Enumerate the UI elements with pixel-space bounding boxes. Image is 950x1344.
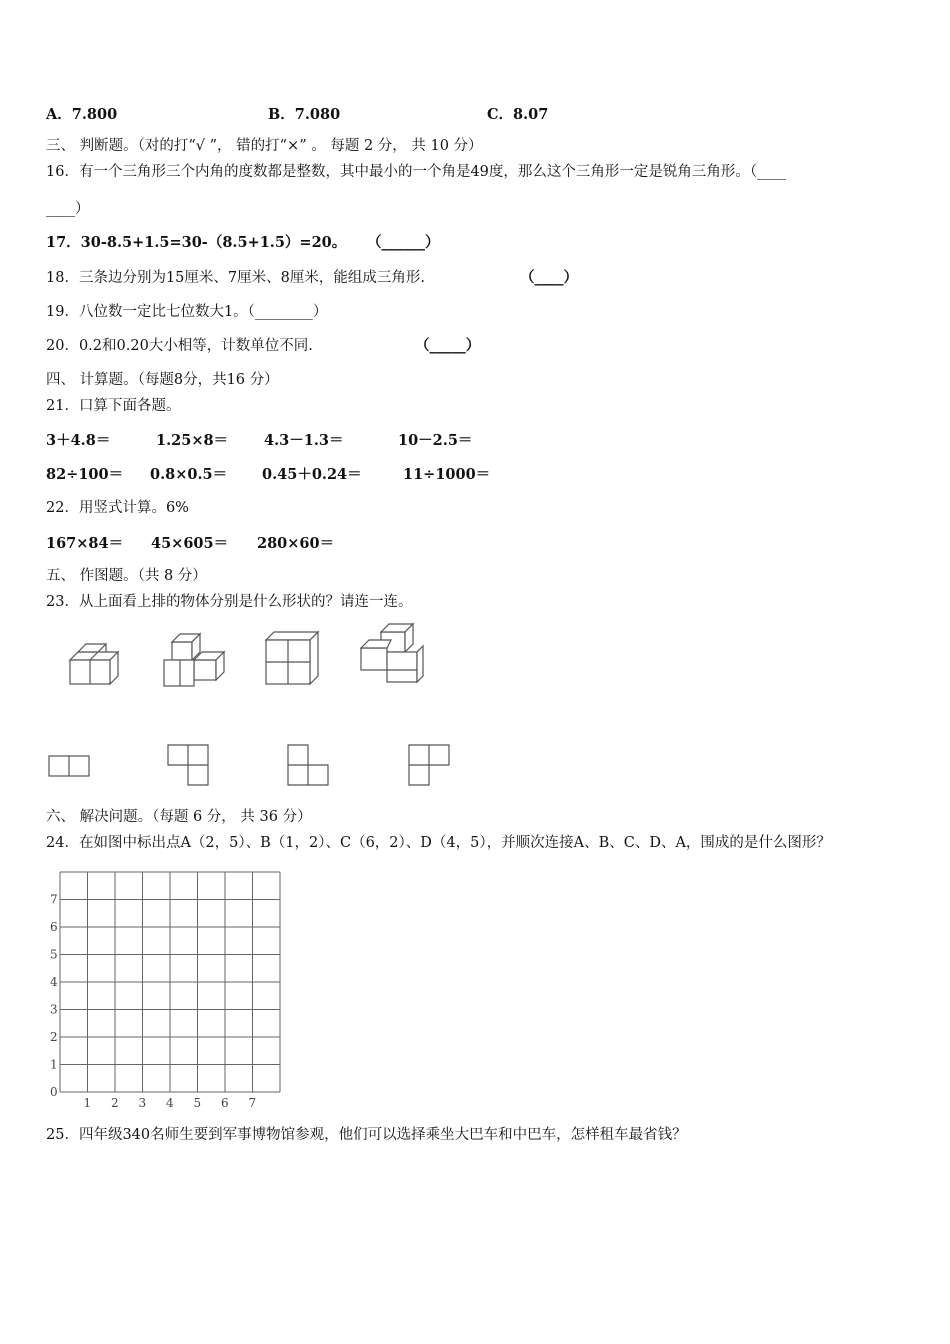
- question-23: 23．从上面看上排的物体分别是什么形状的？请连一连。: [46, 594, 413, 610]
- grid-y-label: 6: [50, 920, 58, 934]
- section-5-title: 五、 作图题。（共 8 分）: [46, 568, 207, 584]
- grid-x-label: 2: [111, 1096, 119, 1110]
- calc-item: 0.8×0.5＝: [150, 466, 228, 483]
- coordinate-grid: [40, 862, 290, 1112]
- grid-y-label: 3: [50, 1002, 58, 1017]
- grid-x-label: 3: [138, 1096, 147, 1110]
- calc-item: 167×84＝: [46, 535, 124, 552]
- grid-y-label: 4: [50, 975, 58, 989]
- question-16: 16．有一个三角形三个内角的度数都是整数，其中最小的一个角是49度，那么这个三角形一定是锐角三角形。（____: [46, 164, 787, 180]
- calc-item: 45×605＝: [151, 535, 229, 552]
- question-20-blank: （_____）: [415, 337, 481, 354]
- view-shape-3: [287, 744, 331, 788]
- grid-x-label: 4: [166, 1096, 174, 1110]
- cube-object-2: [160, 628, 230, 692]
- calc-item: 1.25×8＝: [156, 432, 229, 449]
- calc-item: 10－2.5＝: [398, 432, 473, 449]
- view-shape-1: [48, 755, 92, 779]
- option-c: C．8.07: [487, 106, 549, 123]
- cube-object-3: [262, 628, 326, 688]
- question-18: 18．三条边分别为15厘米、7厘米、8厘米，能组成三角形.: [46, 270, 425, 286]
- calc-item: 4.3－1.3＝: [264, 432, 344, 449]
- grid-x-label: 1: [83, 1096, 92, 1110]
- section-4-title: 四、 计算题。（每题8分，共16 分）: [46, 372, 279, 388]
- calc-item: 82÷100＝: [46, 466, 124, 483]
- grid-y-label: 0: [50, 1085, 58, 1099]
- question-19: 19．八位数一定比七位数大1。（________）: [46, 304, 328, 320]
- cube-object-1: [60, 640, 130, 690]
- option-b: B．7.080: [268, 106, 341, 123]
- grid-y-label: 2: [50, 1030, 58, 1044]
- view-shape-2: [167, 744, 211, 788]
- question-16-cont: ____）: [46, 201, 90, 217]
- question-18-blank: （____）: [520, 269, 578, 286]
- grid-x-label: 7: [248, 1096, 257, 1110]
- question-17: 17．30-8.5+1.5=30-（8.5+1.5）=20。: [46, 234, 347, 251]
- section-6-title: 六、 解决问题。（每题 6 分， 共 36 分）: [46, 809, 312, 825]
- grid-x-label: 5: [193, 1096, 202, 1110]
- view-shape-4: [408, 744, 452, 788]
- question-20: 20．0.2和0.20大小相等，计数单位不同.: [46, 338, 313, 354]
- option-a: A．7.800: [46, 106, 118, 123]
- calc-item: 280×60＝: [257, 535, 335, 552]
- question-24: 24．在如图中标出点A（2，5）、B（1，2）、C（6，2）、D（4，5），并顺次连接A、B、C、D、A，围成的是什么图形？: [46, 835, 831, 851]
- calc-item: 3＋4.8＝: [46, 432, 111, 449]
- question-25: 25．四年级340名师生要到军事博物馆参观，他们可以选择乘坐大巴车和中巴车，怎样租车最省钱？: [46, 1127, 687, 1143]
- calc-item: 0.45＋0.24＝: [262, 466, 362, 483]
- grid-y-label: 1: [50, 1057, 58, 1072]
- question-22: 22．用竖式计算。6%: [46, 500, 189, 516]
- grid-x-label: 6: [221, 1096, 229, 1110]
- calc-item: 11÷1000＝: [403, 466, 491, 483]
- grid-y-label: 5: [50, 947, 58, 962]
- grid-y-label: 7: [50, 892, 58, 907]
- question-17-blank: （______）: [367, 234, 440, 251]
- question-21: 21．口算下面各题。: [46, 398, 181, 414]
- section-3-title: 三、 判断题。（对的打“√ ”， 错的打“×” 。 每题 2 分， 共 10 分）: [46, 138, 483, 154]
- cube-object-4: [357, 620, 429, 688]
